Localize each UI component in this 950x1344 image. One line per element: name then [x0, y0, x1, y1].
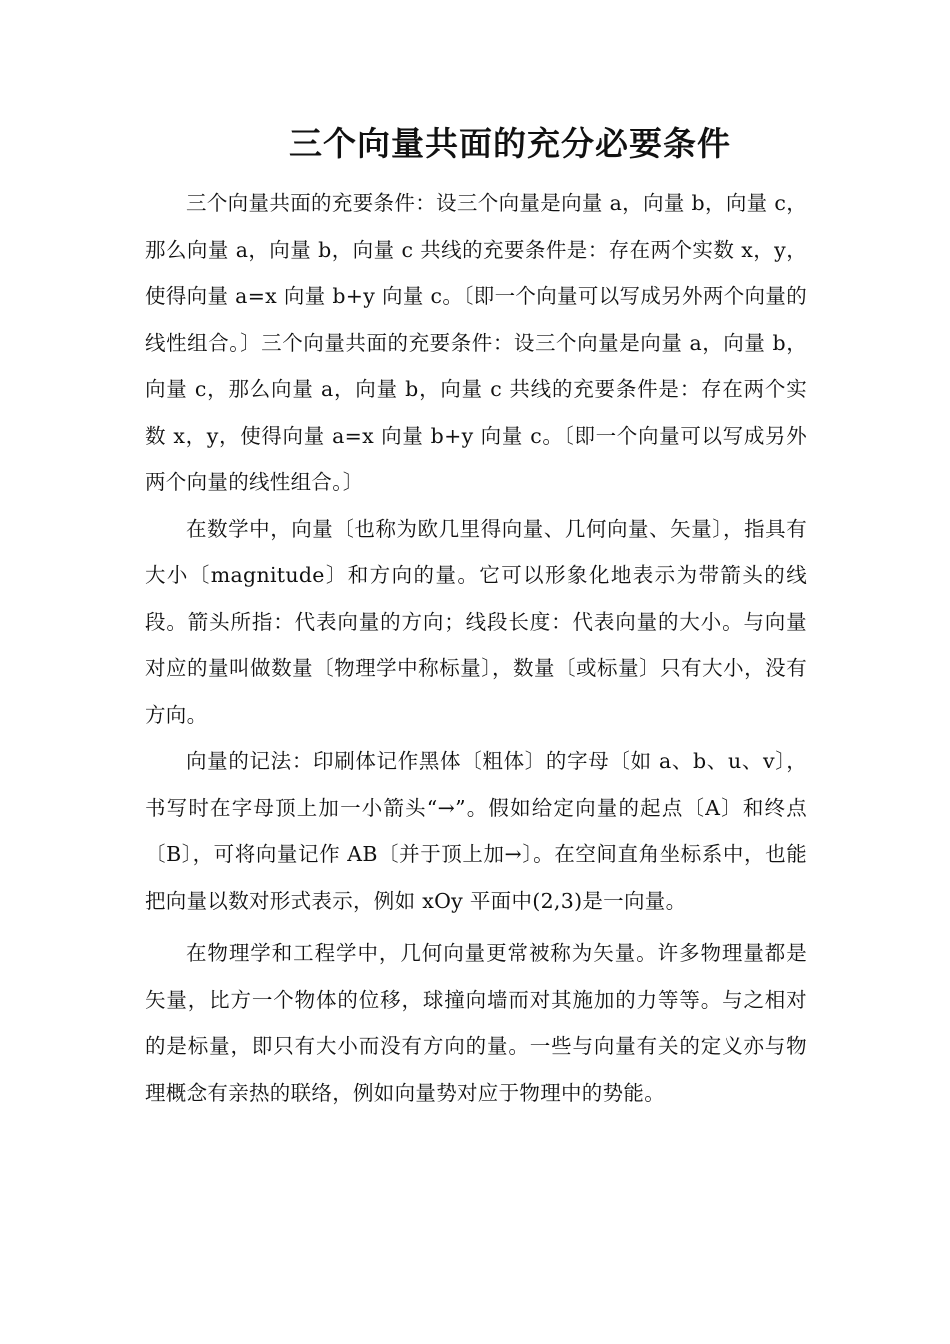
paragraph-coplanar-condition: 三个向量共面的充要条件：设三个向量是向量 a，向量 b，向量 c，那么向量 a，向量 b，向量 c 共线的充要条件是：存在两个实数 x，y，使得向量 a=x 向量 b+y 向量 c。〔即一个向量可以写成另外两个向量的线性组合。〕三个向量共面的充要条件：设三个向量是向量 a，向量 b，向量 c，那么向量 a，向量 b，向量 c 共线的充要条件是：存在两个实数 x，y，使得向量 a=x 向量 b+y 向量 c。〔即一个向量可以写成另外两个向量的线性组合。〕 [145, 191, 807, 494]
paragraph-vector-definition: 在数学中，向量〔也称为欧几里得向量、几何向量、矢量〕，指具有大小〔magnitude〕和方向的量。它可以形象化地表示为带箭头的线段。箭头所指：代表向量的方向；线段长度：代表向量的大小。与向量对应的量叫做数量〔物理学中称标量〕，数量〔或标量〕只有大小，没有方向。 [145, 516, 807, 727]
document-title: 三个向量共面的充分必要条件 [289, 124, 731, 163]
document-body [145, 180, 807, 1116]
paragraph-physics-vectors: 在物理学和工程学中，几何向量更常被称为矢量。许多物理量都是矢量，比方一个物体的位移，球撞向墙而对其施加的力等等。与之相对的是标量，即只有大小而没有方向的量。一些与向量有关的定义亦与物理概念有亲热的联络，例如向量势对应于物理中的势能。 [145, 941, 807, 1105]
paragraph-vector-notation: 向量的记法：印刷体记作黑体〔粗体〕的字母〔如 a、b、u、v〕，书写时在字母顶上加一小箭头“→”。假如给定向量的起点〔A〕和终点〔B〕，可将向量记作 AB〔并于顶上加→〕。在空间直角坐标系中，也能把向量以数对形式表示，例如 xOy 平面中(2,3)是一向量。 [145, 749, 807, 913]
